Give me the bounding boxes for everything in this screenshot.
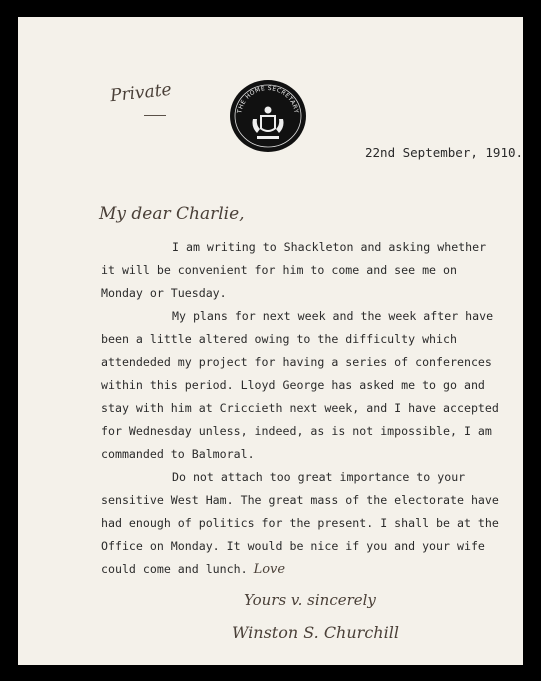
private-underline bbox=[144, 115, 166, 116]
love-handwritten-note: Love bbox=[253, 562, 286, 577]
body-line-last bbox=[101, 558, 516, 581]
letter-date: 22nd September, 1910. bbox=[365, 145, 524, 160]
body-line: My plans for next week and the week after have bbox=[172, 309, 494, 323]
body-line: commanded to Balmoral. bbox=[101, 447, 255, 461]
body-line: Do not attach too great importance to your bbox=[172, 470, 466, 484]
body-line: stay with him at Criccieth next week, and I have accepted bbox=[101, 401, 499, 415]
body-line-text: could come and lunch. bbox=[101, 562, 248, 576]
body-line: Monday or Tuesday. bbox=[101, 286, 227, 300]
seal-text: THE HOME SECRETARY bbox=[236, 84, 300, 115]
salutation: My dear Charlie, bbox=[99, 204, 245, 224]
body-line: sensitive West Ham. The great mass of the electorate have bbox=[101, 493, 499, 507]
body-line: been a little altered owing to the difficulty which bbox=[101, 332, 457, 346]
body-line: attendeded my project for having a series of conferences bbox=[101, 355, 492, 369]
letter-page bbox=[18, 17, 523, 665]
private-handwritten-note: Private bbox=[109, 79, 173, 107]
body-line: within this period. Lloyd George has asked me to go and bbox=[101, 378, 485, 392]
body-line: I am writing to Shackleton and asking whether bbox=[172, 240, 487, 254]
body-line: for Wednesday unless, indeed, as is not impossible, I am bbox=[101, 424, 492, 438]
signature: Winston S. Churchill bbox=[232, 623, 399, 642]
letter-body bbox=[101, 236, 516, 581]
body-line: had enough of politics for the present. I shall be at the bbox=[101, 516, 499, 530]
body-line: Office on Monday. It would be nice if you and your wife bbox=[101, 539, 485, 553]
closing-handwritten: Yours v. sincerely bbox=[244, 591, 376, 609]
body-line: it will be convenient for him to come and see me on bbox=[101, 263, 457, 277]
home-secretary-seal bbox=[229, 77, 307, 155]
